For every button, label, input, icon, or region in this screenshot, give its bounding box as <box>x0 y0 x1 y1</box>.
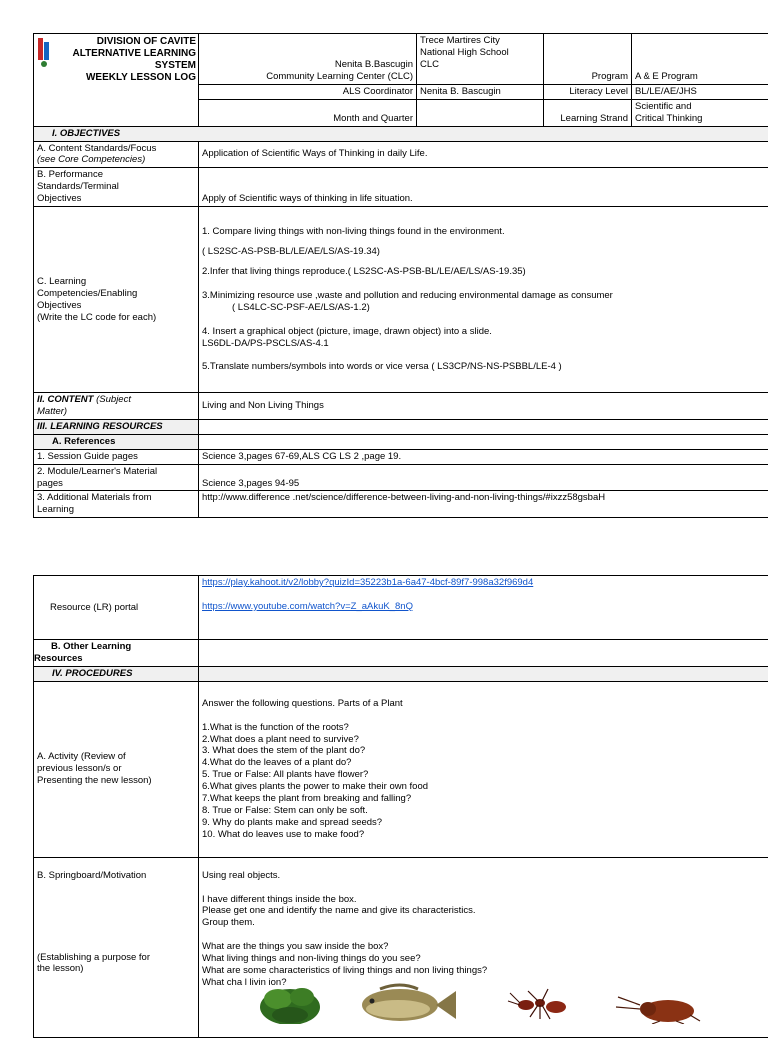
springboard-label: B. Springboard/Motivation (Establishing a purpose for the lesson) <box>34 857 199 1037</box>
school-cell: Trece Martires City National High School CLC <box>417 34 544 85</box>
objectives-heading: I. OBJECTIVES <box>34 126 768 141</box>
procedures-heading: IV. PROCEDURES <box>34 666 199 681</box>
als-logo-icon <box>37 36 51 70</box>
als-coordinator-label: ALS Coordinator <box>199 85 417 100</box>
content-standards-label: A. Content Standards/Focus (see Core Competencies) <box>34 141 199 168</box>
module-value: Science 3,pages 94-95 <box>199 464 768 491</box>
ant-picture <box>508 989 566 1019</box>
plant-picture <box>260 988 320 1024</box>
living-things-pictures <box>0 975 768 1024</box>
activity-content: Answer the following questions. Parts of a Plant 1.What is the function of the roots? 2.What does a plant need to survive? 3. What does the stem of the plant do? 4.What do the leaves of a plant do? 5. True or False: All plants have flower? 6.What gives plants the power to make their own food 7.What keeps the plant from breaking and falling? 8. True or False: Stem can only be soft. 9. Why do plants make and spread seeds? 10. What do leaves use to make food? <box>199 681 768 857</box>
month-quarter-label: Month and Quarter <box>199 99 417 126</box>
org-header-cell <box>34 34 199 127</box>
kahoot-link[interactable]: https://play.kahoot.it/v2/lobby?quizId=35223b1a-6a47-4bcf-89f7-998a32f969d4 <box>202 577 768 589</box>
cockroach-picture <box>616 997 700 1024</box>
content-value: Living and Non Living Things <box>199 393 768 420</box>
lesson-log-table-page2 <box>33 575 768 1038</box>
learning-strand-label: Learning Strand <box>544 99 632 126</box>
session-guide-value: Science 3,pages 67-69,ALS CG LS 2 ,page 19. <box>199 449 768 464</box>
performance-standards-value: Apply of Scientific ways of thinking in life situation. <box>199 168 768 207</box>
content-standards-value: Application of Scientific Ways of Thinking in daily Life. <box>199 141 768 168</box>
resource-portal-links <box>199 576 768 640</box>
content-heading: II. CONTENT (Subject Matter) <box>34 393 199 420</box>
springboard-content: Using real objects. I have different things inside the box. Please get one and identify the name and give its characteristics. Group them. What are the things you saw inside the box? What living things and non-living things do you see? What are some characteristics of living things and non living things? What cha l livin ion? <box>199 857 768 1037</box>
additional-materials-value: http://www.difference .net/science/difference-between-living-and-non-living-things/#ixzz58gsbaH <box>199 491 768 518</box>
program-label: Program <box>544 34 632 85</box>
resource-portal-label: Resource (LR) portal <box>34 576 199 640</box>
activity-question-list: 1.What is the function of the roots? 2.What does a plant need to survive? 3. What does the stem of the plant do? 4.What do the leaves of a plant do? 5. True or False: All plants have flower? 6.What gives plants the power to make their own food 7.What keeps the plant from breaking and falling? 8. True or False: Stem can only be soft. 9. Why do plants make and spread seeds? 10. What do leaves use to make food? <box>202 722 768 841</box>
learning-competencies-label: C. Learning Competencies/Enabling Objectives (Write the LC code for each) <box>34 207 199 393</box>
als-coordinator-value: Nenita B. Bascugin <box>417 85 544 100</box>
performance-standards-label: B. Performance Standards/Terminal Objectives <box>34 168 199 207</box>
learning-strand-value: Scientific and Critical Thinking <box>632 99 768 126</box>
lesson-log-table-page1 <box>33 33 768 518</box>
literacy-level-label: Literacy Level <box>544 85 632 100</box>
additional-materials-label: 3. Additional Materials from Learning <box>34 491 199 518</box>
references-heading: A. References <box>34 434 199 449</box>
session-guide-label: 1. Session Guide pages <box>34 449 199 464</box>
activity-label: A. Activity (Review of previous lesson/s or Presenting the new lesson) <box>34 681 199 857</box>
program-value: A & E Program <box>632 34 768 85</box>
learning-competencies-list: 1. Compare living things with non-living things found in the environment. ( LS2SC-AS-PSB-BL/LE/AE/LS/AS-19.34) 2.Infer that living things reproduce.( LS2SC-AS-PSB-BL/LE/AE/LS/AS-19.35) 3.Minimizing resource use ,waste and pollution and reducing environmental damage as consumer ( LS4LC-SC-PSF-AE/LS/AS-1.2) 4. Insert a graphical object (picture, image, drawn object) into a slide. LS6DL-DA/PS-PSCLS/AS-4.1 5.Translate numbers/symbols into words or vice versa ( LS3CP/NS-NS-PSBBL/LE-4 ) <box>199 207 768 393</box>
learning-resources-heading: III. LEARNING RESOURCES <box>34 420 199 435</box>
youtube-link[interactable]: https://www.youtube.com/watch?v=Z_aAkuK_8nQ <box>202 601 768 613</box>
org-title: DIVISION OF CAVITE ALTERNATIVE LEARNING SYSTEM WEEKLY LESSON LOG <box>36 36 196 84</box>
other-resources-label: B. Other Learning Resources <box>34 640 199 667</box>
module-label: 2. Module/Learner's Material pages <box>34 464 199 491</box>
literacy-level-value: BL/LE/AE/JHS <box>632 85 768 100</box>
fish-picture <box>362 985 456 1021</box>
month-quarter-value <box>417 99 544 126</box>
coordinator-name-cell: Nenita B.Bascugin Community Learning Center (CLC) <box>199 34 417 85</box>
